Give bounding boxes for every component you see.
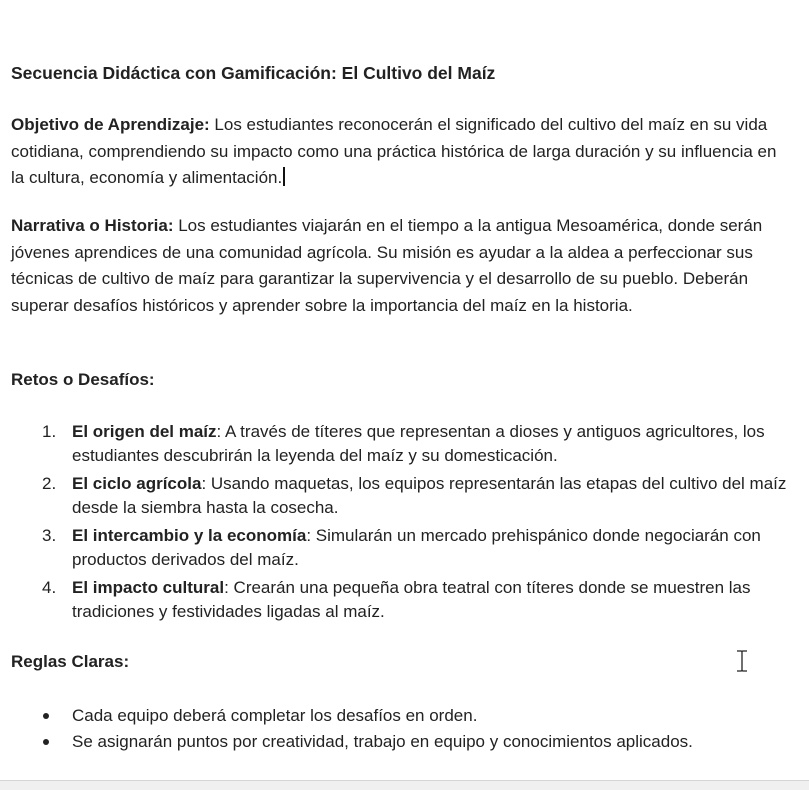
challenge-text: : Usando maquetas, los equipos representarán las etapas del cultivo del maíz desde la siembra hasta la cosecha. (72, 474, 787, 517)
challenge-number: 1. (42, 422, 57, 441)
challenge-text: : Crearán una pequeña obra teatral con títeres donde se muestren las tradiciones y festividades ligadas al maíz. (72, 578, 751, 621)
objective-paragraph (11, 112, 781, 192)
challenge-item (11, 420, 792, 468)
challenge-number: 2. (42, 474, 57, 493)
rules-list (11, 703, 801, 755)
challenge-number: 4. (42, 578, 57, 597)
rule-item (11, 729, 752, 754)
challenge-title: El impacto cultural (72, 578, 225, 597)
document-body[interactable] (11, 0, 801, 790)
challenge-title: El intercambio y la economía (72, 526, 307, 545)
challenge-number: 3. (42, 526, 57, 545)
bullet-icon (43, 713, 49, 719)
challenges-list (11, 420, 801, 628)
rules-heading: Reglas Claras: (11, 652, 130, 671)
objective-text: Los estudiantes reconocerán el significado del cultivo del maíz en su vida cotidiana, comprendiendo su impacto como una práctica histórica de larga duración y su influencia en la cultura, economía y alimentación. (11, 115, 777, 187)
challenge-item (11, 524, 792, 572)
challenge-text: : Simularán un mercado prehispánico donde negociarán con productos derivados del maíz. (72, 526, 761, 569)
challenge-text: : A través de títeres que representan a dioses y antiguos agricultores, los estudiantes descubrirán la leyenda del maíz y su domesticación. (72, 422, 765, 465)
narrative-label: Narrativa o Historia: (11, 216, 174, 235)
challenge-item (11, 472, 792, 520)
document-title: Secuencia Didáctica con Gamificación: El Cultivo del Maíz (11, 63, 496, 83)
rule-text: Se asignarán puntos por creatividad, trabajo en equipo y conocimientos aplicados. (72, 732, 693, 751)
narrative-paragraph (11, 213, 781, 319)
challenges-heading: Retos o Desafíos: (11, 370, 155, 389)
ibeam-cursor-icon (735, 650, 749, 672)
challenge-item (11, 576, 792, 624)
challenge-title: El origen del maíz (72, 422, 217, 441)
challenge-title: El ciclo agrícola (72, 474, 202, 493)
rule-text: Cada equipo deberá completar los desafíos en orden. (72, 706, 478, 725)
text-cursor (283, 167, 285, 186)
narrative-text: Los estudiantes viajarán en el tiempo a la antigua Mesoamérica, donde serán jóvenes aprendices de una comunidad agrícola. Su misión es ayudar a la aldea a perfeccionar sus técnicas de cultivo de maíz para garantizar la supervivencia y el desarrollo de su pueblo. Deberán superar desafíos históricos y aprender sobre la importancia del maíz en la historia. (11, 216, 763, 315)
objective-label: Objetivo de Aprendizaje: (11, 115, 210, 134)
bullet-icon (43, 739, 49, 745)
bottom-scroll-bar[interactable] (0, 780, 809, 790)
rule-item (11, 703, 752, 728)
